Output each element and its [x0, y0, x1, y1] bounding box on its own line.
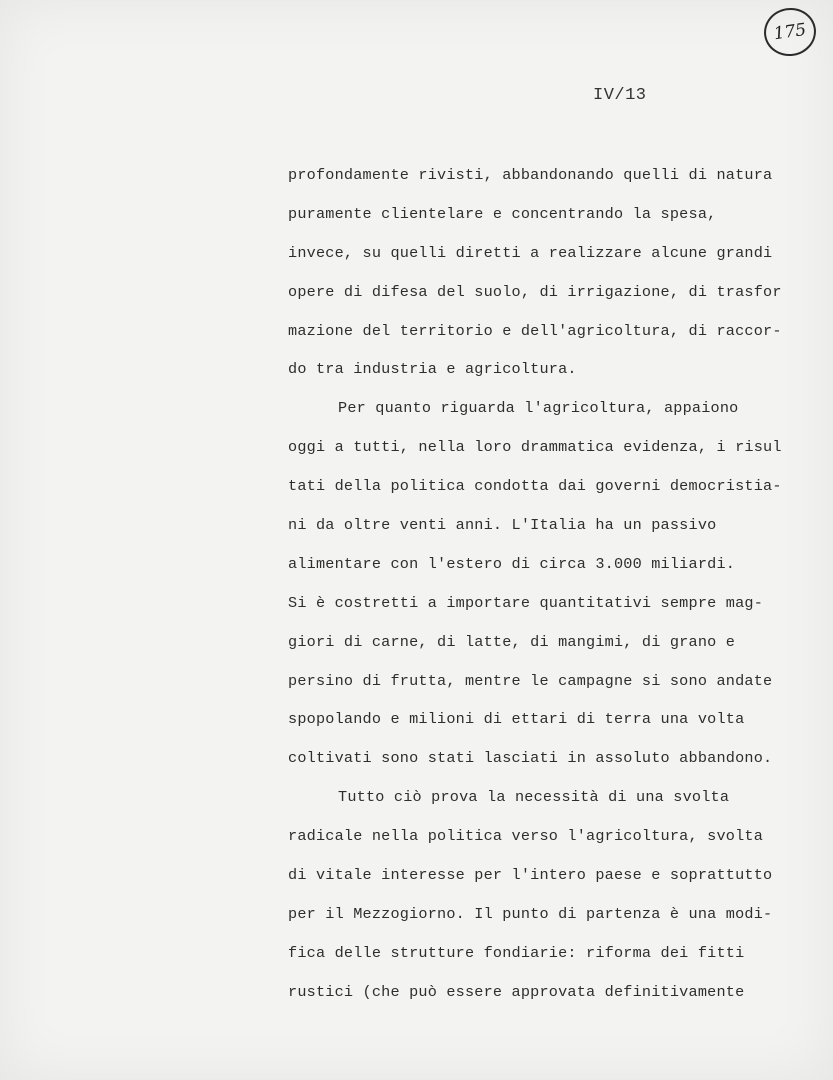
paragraph-1 — [288, 160, 808, 393]
text-line: di vitale interesse per l'intero paese e soprattutto — [288, 866, 773, 885]
page-stamp — [761, 5, 819, 60]
paragraph-3 — [288, 782, 808, 1015]
body-text — [288, 160, 808, 1016]
text-line: ni da oltre venti anni. L'Italia ha un passivo — [288, 516, 717, 535]
text-line: coltivati sono stati lasciati in assoluto abbandono. — [288, 749, 773, 768]
text-line: Si è costretti a importare quantitativi sempre mag- — [288, 593, 764, 612]
text-line: puramente clientelare e concentrando la spesa, — [288, 204, 717, 223]
page-number: IV/13 — [593, 86, 647, 105]
text-line: tati della politica condotta dai governi democristia- — [288, 477, 782, 496]
text-line: radicale nella politica verso l'agricoltura, svolta — [288, 827, 764, 846]
stamp-number: 175 — [772, 19, 808, 45]
text-line: persino di frutta, mentre le campagne si sono andate — [288, 671, 773, 690]
text-line: profondamente rivisti, abbandonando quelli di natura — [288, 166, 773, 184]
text-line: per il Mezzogiorno. Il punto di partenza è una modi- — [288, 904, 773, 923]
text-line: mazione del territorio e dell'agricoltura, di raccor- — [288, 321, 782, 340]
text-line: spopolando e milioni di ettari di terra una volta — [288, 710, 745, 729]
text-line: fica delle strutture fondiarie: riforma dei fitti — [288, 943, 745, 962]
text-line: oggi a tutti, nella loro drammatica evidenza, i risul — [288, 438, 782, 457]
text-line: Tutto ciò prova la necessità di una svolta — [338, 788, 730, 807]
text-line: opere di difesa del suolo, di irrigazione, di trasfor — [288, 282, 782, 301]
text-line: Per quanto riguarda l'agricoltura, appaiono — [338, 399, 739, 418]
text-line: giori di carne, di latte, di mangimi, di grano e — [288, 632, 736, 651]
text-line: do tra industria e agricoltura. — [288, 360, 577, 379]
text-line: alimentare con l'estero di circa 3.000 miliardi. — [288, 554, 736, 573]
paragraph-2 — [288, 393, 808, 782]
text-line: rustici (che può essere approvata definitivamente — [288, 982, 745, 1001]
text-line: invece, su quelli diretti a realizzare alcune grandi — [288, 243, 773, 262]
